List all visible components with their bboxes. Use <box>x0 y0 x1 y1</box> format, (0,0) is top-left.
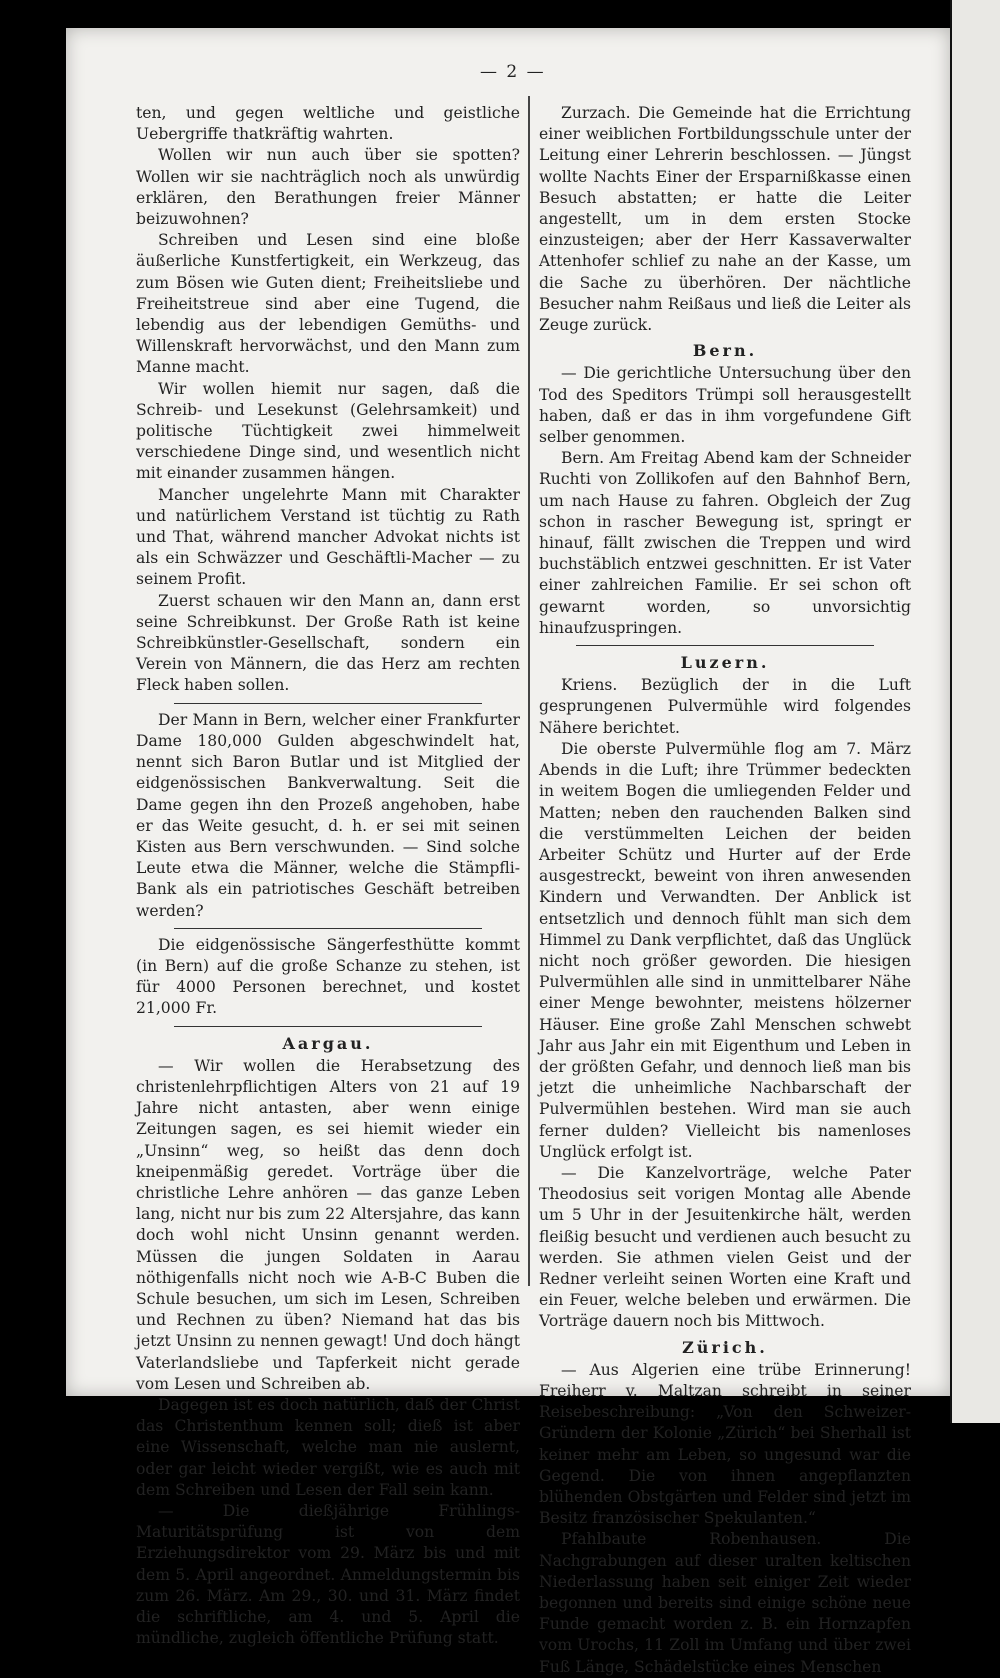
section-separator <box>174 1026 481 1027</box>
paragraph: Pfahlbaute Robenhausen. Die Nachgrabungen auf dieser uralten keltischen Niederlassung haben seit einiger Zeit wieder begonnen und bereits sind einige schöne neue Funde gemacht worden z. B. ein Hornzapfen vom Urochs, 11 Zoll im Umfang und über zwei Fuß Länge, Schädelstücke eines Menschen <box>539 1530 911 1676</box>
right-column <box>539 103 911 1678</box>
paragraph: — Die Kanzelvorträge, welche Pater Theodosius seit vorigen Montag alle Abende um 5 Uhr in der Jesuitenkirche hält, werden fleißig besucht und verdienen auch besucht zu werden. Sie athmen vielen Geist und der Redner verleiht seinen Worten eine Kraft und ein Feuer, welche beleben und erwärmen. Die Vorträge dauern noch bis Mittwoch. <box>539 1163 911 1331</box>
paragraph: Mancher ungelehrte Mann mit Charakter und natürlichem Verstand ist tüchtig zu Rath und That, während mancher Advokat nichts ist als ein Schwäzzer und Geschäftli-Macher — zu seinem Profit. <box>136 485 520 589</box>
paragraph: Schreiben und Lesen sind eine bloße äußerliche Kunstfertigkeit, ein Werkzeug, das zum Bösen wie Guten dient; Freiheitsliebe und Freiheitstreue sind aber eine Tugend, die lebendig aus der lebendigen Gemüths- und Willenskraft hervorwächst, und den Mann zum Manne macht. <box>136 231 520 377</box>
page-number: — 2 — <box>480 62 546 82</box>
column-divider <box>528 96 530 1286</box>
paragraph: Wollen wir nun auch über sie spotten? Wollen wir sie nachträglich noch als unwürdig erklären, den Berathungen freier Männer beizuwohnen? <box>136 146 520 229</box>
paragraph: ten, und gegen weltliche und geistliche Uebergriffe thatkräftig wahrten. <box>136 104 520 144</box>
paragraph: Zurzach. Die Gemeinde hat die Errichtung einer weiblichen Fortbildungsschule unter der Leitung einer Lehrerin beschlossen. — Jüngst wollte Nachts Einer der Ersparnißkasse einen Besuch abstatten; er hatte die Leiter angestellt, um in dem ersten Stocke einzusteigen; aber der Herr Kassaverwalter Attenhofer schlief zu nahe an der Kasse, um die Sache zu überhören. Der nächtliche Besucher nahm Reißaus und ließ die Leiter als Zeuge zurück. <box>539 104 911 335</box>
adjacent-page-edge <box>950 0 1000 1423</box>
section-separator <box>174 703 481 704</box>
section-separator <box>174 928 481 929</box>
section-heading-aargau: Aargau. <box>282 1033 374 1053</box>
paragraph: Zuerst schauen wir den Mann an, dann erst seine Schreibkunst. Der Große Rath ist keine Schreibkünstler-Gesellschaft, sondern ein Verein von Männern, die das Herz am rechten Fleck haben sollen. <box>136 591 520 695</box>
paragraph: — Wir wollen die Herabsetzung des christenlehrpflichtigen Alters von 21 auf 19 Jahre nicht antasten, aber wenn einige Zeitungen sagen, es sei hiemit wieder ein „Unsinn“ weg, so heißt das denn doch kneipenmäßig geredet. Vorträge über die christliche Lehre anhören — das ganze Leben lang, nicht nur bis zum 22 Altersjahre, das kann doch wohl nicht Unsinn genannt werden. Müssen die jungen Soldaten in Aarau nöthigenfalls nicht noch wie A-B-C Buben die Schule besuchen, um sich im Lesen, Schreiben und Rechnen zu üben? Niemand hat das bis jetzt Unsinn zu nennen gewagt! Und doch hängt Vaterlandsliebe und Tapferkeit nicht gerade vom Lesen und Schreiben ab. <box>136 1056 520 1393</box>
section-heading-zurich: Zürich. <box>682 1337 768 1357</box>
paragraph: — Aus Algerien eine trübe Erinnerung! Freiherr v. Maltzan schreibt in seiner Reisebeschreibung: „Von den Schweizer-Gründern der Kolonie „Zürich“ bei Sherhall ist keiner mehr am Leben, so ungesund war die Gegend. Die von ihnen angepflanzten blühenden Obstgärten und Felder sind jetzt im Besitz französischer Spekulanten.“ <box>539 1360 911 1528</box>
section-separator <box>576 645 874 646</box>
section-heading-bern: Bern. <box>692 341 758 361</box>
section-heading-luzern: Luzern. <box>680 653 770 673</box>
paragraph: Bern. Am Freitag Abend kam der Schneider Ruchti von Zollikofen auf den Bahnhof Bern, um nach Hause zu fahren. Obgleich der Zug schon in rascher Bewegung ist, springt er hinauf, fällt zwischen die Treppen und wird buchstäblich entzwei geschnitten. Er ist Vater einer zahlreichen Familie. Er sei schon oft gewarnt worden, so unvorsichtig hinaufzuspringen. <box>539 449 911 637</box>
paragraph: Der Mann in Bern, welcher einer Frankfurter Dame 180,000 Gulden abgeschwindelt hat, nennt sich Baron Butlar und ist Mitglied der eidgenössischen Bankverwaltung. Seit die Dame gegen ihn den Prozeß angehoben, habe er das Weite gesucht, d. h. er sei mit seinen Kisten aus Bern verschwunden. — Sind solche Leute etwa die Männer, welche die Stämpfli-Bank als ein patriotisches Geschäft betreiben werden? <box>136 710 520 920</box>
left-column <box>136 103 520 1649</box>
paragraph: — Die dießjährige Frühlings-Maturitätsprüfung ist von dem Erziehungsdirektor vom 29. März bis und mit dem 5. April angeordnet. Anmeldungstermin bis zum 26. März. Am 29., 30. und 31. März findet die schriftliche, am 4. und 5. April die mündliche, zugleich öffentliche Prüfung statt. <box>136 1502 520 1648</box>
paragraph: Die eidgenössische Sängerfesthütte kommt (in Bern) auf die große Schanze zu stehen, ist für 4000 Personen berechnet, und kostet 21,000 Fr. <box>136 935 520 1018</box>
paragraph: Kriens. Bezüglich der in die Luft gesprungenen Pulvermühle wird folgendes Nähere berichtet. <box>539 676 911 737</box>
paragraph: Wir wollen hiemit nur sagen, daß die Schreib- und Lesekunst (Gelehrsamkeit) und politische Tüchtigkeit zwei himmelweit verschiedene Dinge sind, und wesentlich nicht mit einander zusammen hängen. <box>136 379 520 483</box>
paragraph: — Die gerichtliche Untersuchung über den Tod des Speditors Trümpi soll herausgestellt haben, daß er das in ihm vorgefundene Gift selber genommen. <box>539 364 911 447</box>
paragraph: Die oberste Pulvermühle flog am 7. März Abends in die Luft; ihre Trümmer bedeckten in weitem Bogen die umliegenden Felder und Matten; neben den rauchenden Balken sind die verstümmelten Leichen der beiden Arbeiter Schütz und Hurter auf der Erde ausgestreckt, beweint von ihren anwesenden Kindern und Verwandten. Der Anblick ist entsetzlich und dennoch fühlt man sich dem Himmel zu Dank verpflichtet, daß das Unglück nicht noch größer geworden. Die hiesigen Pulvermühlen alle sind in unmittelbarer Nähe einer Menge bewohnter, meistens hölzerner Häuser. Eine große Zahl Menschen schwebt Jahr aus Jahr ein mit Eigenthum und Leben in der größten Gefahr, und dennoch ließ man bis jetzt die unheimliche Nachbarschaft der Pulvermühlen bestehen. Wird man sie auch ferner dulden? Vielleicht bis namenloses Unglück erfolgt ist. <box>539 739 911 1161</box>
paragraph: Dagegen ist es doch natürlich, daß der Christ das Christenthum kennen soll; dieß ist aber eine Wissenschaft, welche man nie auslernt, oder gar leicht wieder vergißt, wie es auch mit dem Schreiben und Lesen der Fall sein kann. <box>136 1395 520 1499</box>
